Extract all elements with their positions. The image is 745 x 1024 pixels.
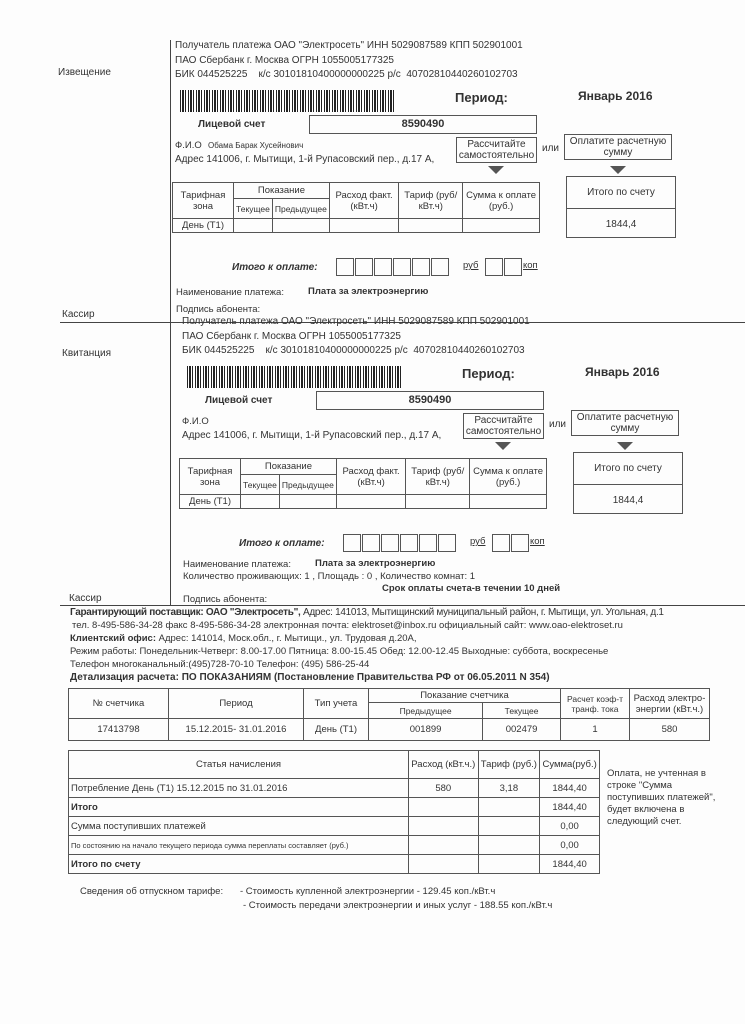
arrow-down-icon (488, 166, 504, 174)
cur-header: Текущее (483, 703, 561, 719)
account-value: 8590490 (316, 391, 544, 410)
barcode (187, 366, 402, 388)
coef-header: Расчет коэф-т транф. тока (561, 689, 630, 719)
previous-input[interactable] (272, 219, 329, 233)
tariff-input[interactable] (406, 495, 470, 509)
zone-header: Тарифная зона (180, 459, 241, 495)
charge-sum: 1844,40 (540, 798, 600, 817)
meter-cell: 17413798 (69, 719, 169, 741)
charge-sum: 1844,40 (540, 779, 600, 798)
rub-label: руб (470, 536, 486, 547)
charge-sum: 0,00 (540, 836, 600, 855)
coef-cell: 1 (561, 719, 630, 741)
address: Адрес 141006, г. Мытищи, 1-й Рупасовский пер., д.17 А, (182, 430, 442, 441)
previous-header: Предыдущее (279, 475, 336, 495)
payment-name: Плата за электроэнергию (308, 286, 429, 297)
tariff-info-label: Сведения об отпускном тарифе: (80, 886, 224, 897)
bank: ПАО Сбербанк г. Москва ОГРН 1055005177325 (182, 331, 401, 342)
account-label: Лицевой счет (198, 119, 266, 130)
rub-input[interactable] (343, 534, 457, 552)
sum-header: Сумма(руб.) (540, 751, 600, 779)
sum-header: Сумма к оплате (руб.) (470, 459, 547, 495)
charge-row (69, 855, 600, 874)
kop-label: коп (523, 260, 538, 271)
signature-label: Подпись абонента: (176, 304, 261, 315)
calc-button[interactable]: Рассчитайте самостоятельно (463, 413, 544, 439)
previous-input[interactable] (279, 495, 336, 509)
charge-tariff (478, 855, 540, 874)
arrow-down-icon (617, 442, 633, 450)
charge-usage (409, 836, 479, 855)
charge-item: Итого по счету (69, 855, 409, 874)
charge-item: Сумма поступивших платежей (69, 817, 409, 836)
kop-input[interactable] (485, 258, 523, 276)
current-input[interactable] (234, 219, 273, 233)
charge-usage (409, 817, 479, 836)
account-label: Лицевой счет (205, 395, 273, 406)
total-value: 1844,4 (612, 494, 644, 506)
usage-header: Расход факт.(кВт.ч) (329, 183, 398, 219)
fio-label: Ф.И.О (175, 140, 202, 151)
supplier-name: Гарантирующий поставщик: ОАО "Электросеть", (70, 607, 301, 618)
total-label: Итого по счету (567, 177, 675, 209)
zone-cell: День (Т1) (173, 219, 234, 233)
payment-name: Плата за электроэнергию (315, 558, 436, 569)
office-hours: Режим работы: Понедельник-Четверг: 8.00-17.00 Пятница: 8.00-15.45 Обед: 12.00-12.45 Выходные: суббота, воскресенье (70, 646, 609, 657)
current-header: Текущее (234, 199, 273, 219)
calc-button[interactable]: Рассчитайте самостоятельно (456, 137, 537, 163)
tariff-header: Тариф (руб/кВт.ч) (406, 459, 470, 495)
reading-header: Показание (234, 183, 330, 199)
readings-table (172, 182, 540, 233)
reading-header: Показание счетчика (369, 689, 561, 703)
tariff-input[interactable] (399, 219, 463, 233)
prev-header: Предыдущее (369, 703, 483, 719)
usage-input[interactable] (329, 219, 398, 233)
side-label: Квитанция (62, 348, 112, 359)
bottom-divider (60, 605, 745, 606)
charge-usage (409, 798, 479, 817)
charge-row (69, 836, 600, 855)
current-input[interactable] (241, 495, 280, 509)
charge-tariff: 3,18 (478, 779, 540, 798)
signature-label: Подпись абонента: (183, 594, 268, 605)
period-label: Период: (455, 90, 508, 105)
residents-info: Количество проживающих: 1 , Площадь : 0 , Количество комнат: 1 (183, 571, 476, 582)
pay-label: Итого к оплате: (232, 262, 318, 273)
tariff-header: Тариф (руб.) (478, 751, 540, 779)
office-line (70, 633, 417, 644)
usage-header: Расход (кВт.ч.) (409, 751, 479, 779)
sum-input[interactable] (463, 219, 540, 233)
tariff-header: Тариф (руб/кВт.ч) (399, 183, 463, 219)
charge-row (69, 779, 600, 798)
charges-table (68, 750, 600, 874)
item-header: Статья начисления (69, 751, 409, 779)
due-date: Срок оплаты счета-в течении 10 дней (382, 583, 561, 594)
charge-item: Потребление День (Т1) 15.12.2015 по 31.01.2016 (69, 779, 409, 798)
previous-header: Предыдущее (272, 199, 329, 219)
period-label: Период: (462, 366, 515, 381)
cashier-label: Кассир (69, 593, 102, 604)
pay-button[interactable]: Оплатите расчетную сумму (571, 410, 679, 436)
pay-label: Итого к оплате: (239, 538, 325, 549)
usage-header: Расход факт.(кВт.ч) (336, 459, 405, 495)
meter-header: № счетчика (69, 689, 169, 719)
detail-title: Детализация расчета: ПО ПОКАЗАНИЯМ (Постановление Правительства РФ от 06.05.2011 N 354) (70, 672, 550, 683)
office-label: Клиентский офис: (70, 633, 156, 644)
usage-header: Расход электро-энергии (кВт.ч.) (630, 689, 710, 719)
arrow-down-icon (495, 442, 511, 450)
rub-label: руб (463, 260, 479, 271)
barcode (180, 90, 395, 112)
type-cell: День (Т1) (304, 719, 369, 741)
charge-sum: 0,00 (540, 817, 600, 836)
type-header: Тип учета (304, 689, 369, 719)
office-address: Адрес: 141014, Моск.обл., г. Мытищи., ул. Трудовая д.20А, (155, 633, 417, 644)
period-value: Январь 2016 (578, 89, 653, 103)
pay-button[interactable]: Оплатите расчетную сумму (564, 134, 672, 160)
rub-input[interactable] (336, 258, 450, 276)
charge-tariff (478, 817, 540, 836)
bik: БИК 044525225 к/с 30101810400000000225 р/с 40702810440260102703 (182, 345, 525, 356)
sum-header: Сумма к оплате (руб.) (463, 183, 540, 219)
charge-sum: 1844,40 (540, 855, 600, 874)
kop-input[interactable] (492, 534, 530, 552)
office-phone: Телефон многоканальный:(495)728-70-10 Телефон: (495) 586-25-44 (70, 659, 370, 670)
or-label: или (542, 143, 560, 154)
charge-item: Итого (69, 798, 409, 817)
meter-table (68, 688, 710, 741)
or-label: или (549, 419, 567, 430)
charge-tariff (478, 798, 540, 817)
total-label: Итого по счету (574, 453, 682, 485)
usage-cell: 580 (630, 719, 710, 741)
notice-section (0, 0, 745, 320)
supplier-contacts: тел. 8-495-586-34-28 факс 8-495-586-34-28 электронная почта: elektroset@inbox.ru официальный сайт: www.oao-elektroset.ru (72, 620, 623, 631)
total-box (566, 176, 676, 238)
charge-item: По состоянию на начало текущего периода сумма переплаты составляет (руб.) (69, 836, 409, 855)
tariff-info-line2: - Стоимость передачи электроэнергии и иных услуг - 188.55 коп./кВт.ч (243, 900, 553, 911)
cur-cell: 002479 (483, 719, 561, 741)
charge-row (69, 817, 600, 836)
current-header: Текущее (241, 475, 280, 495)
payment-name-label: Наименование платежа: (183, 559, 291, 570)
payment-name-label: Наименование платежа: (176, 287, 284, 298)
account-value: 8590490 (309, 115, 537, 134)
supplier-line1 (70, 607, 664, 619)
zone-header: Тарифная зона (173, 183, 234, 219)
payment-note: Оплата, не учтенная в строке "Сумма поступивших платежей", будет включена в следующий счет. (607, 768, 716, 827)
address: Адрес 141006, г. Мытищи, 1-й Рупасовский пер., д.17 А, (175, 154, 435, 165)
bik: БИК 044525225 к/с 30101810400000000225 р/с 40702810440260102703 (175, 69, 518, 80)
charge-usage (409, 855, 479, 874)
period-header: Период (169, 689, 304, 719)
supplier-address: Адрес: 141013, Мытищинский муниципальный район, г. Мытищи, ул. Угольная, д.1 (300, 607, 664, 618)
readings-table (179, 458, 547, 509)
total-value: 1844,4 (605, 218, 637, 230)
tariff-info-line1: - Стоимость купленной электроэнергии - 129.45 коп./кВт.ч (240, 886, 496, 897)
period-cell: 15.12.2015- 31.01.2016 (169, 719, 304, 741)
charge-row (69, 798, 600, 817)
prev-cell: 001899 (369, 719, 483, 741)
total-box (573, 452, 683, 514)
sum-input[interactable] (470, 495, 547, 509)
cashier-label: Кассир (62, 309, 95, 320)
fio-value: Обама Барак Хусейнович (208, 141, 304, 150)
bank: ПАО Сбербанк г. Москва ОГРН 1055005177325 (175, 55, 394, 66)
recipient: Получатель платежа ОАО "Электросеть" ИНН 5029087589 КПП 502901001 (182, 316, 530, 327)
reading-header: Показание (241, 459, 337, 475)
charge-tariff (478, 836, 540, 855)
side-label: Извещение (58, 67, 111, 78)
receipt-section (7, 276, 745, 605)
arrow-down-icon (610, 166, 626, 174)
period-value: Январь 2016 (585, 365, 660, 379)
usage-input[interactable] (336, 495, 405, 509)
fio-label: Ф.И.О (182, 416, 209, 427)
zone-cell: День (Т1) (180, 495, 241, 509)
recipient: Получатель платежа ОАО "Электросеть" ИНН 5029087589 КПП 502901001 (175, 40, 523, 51)
charge-usage: 580 (409, 779, 479, 798)
kop-label: коп (530, 536, 545, 547)
